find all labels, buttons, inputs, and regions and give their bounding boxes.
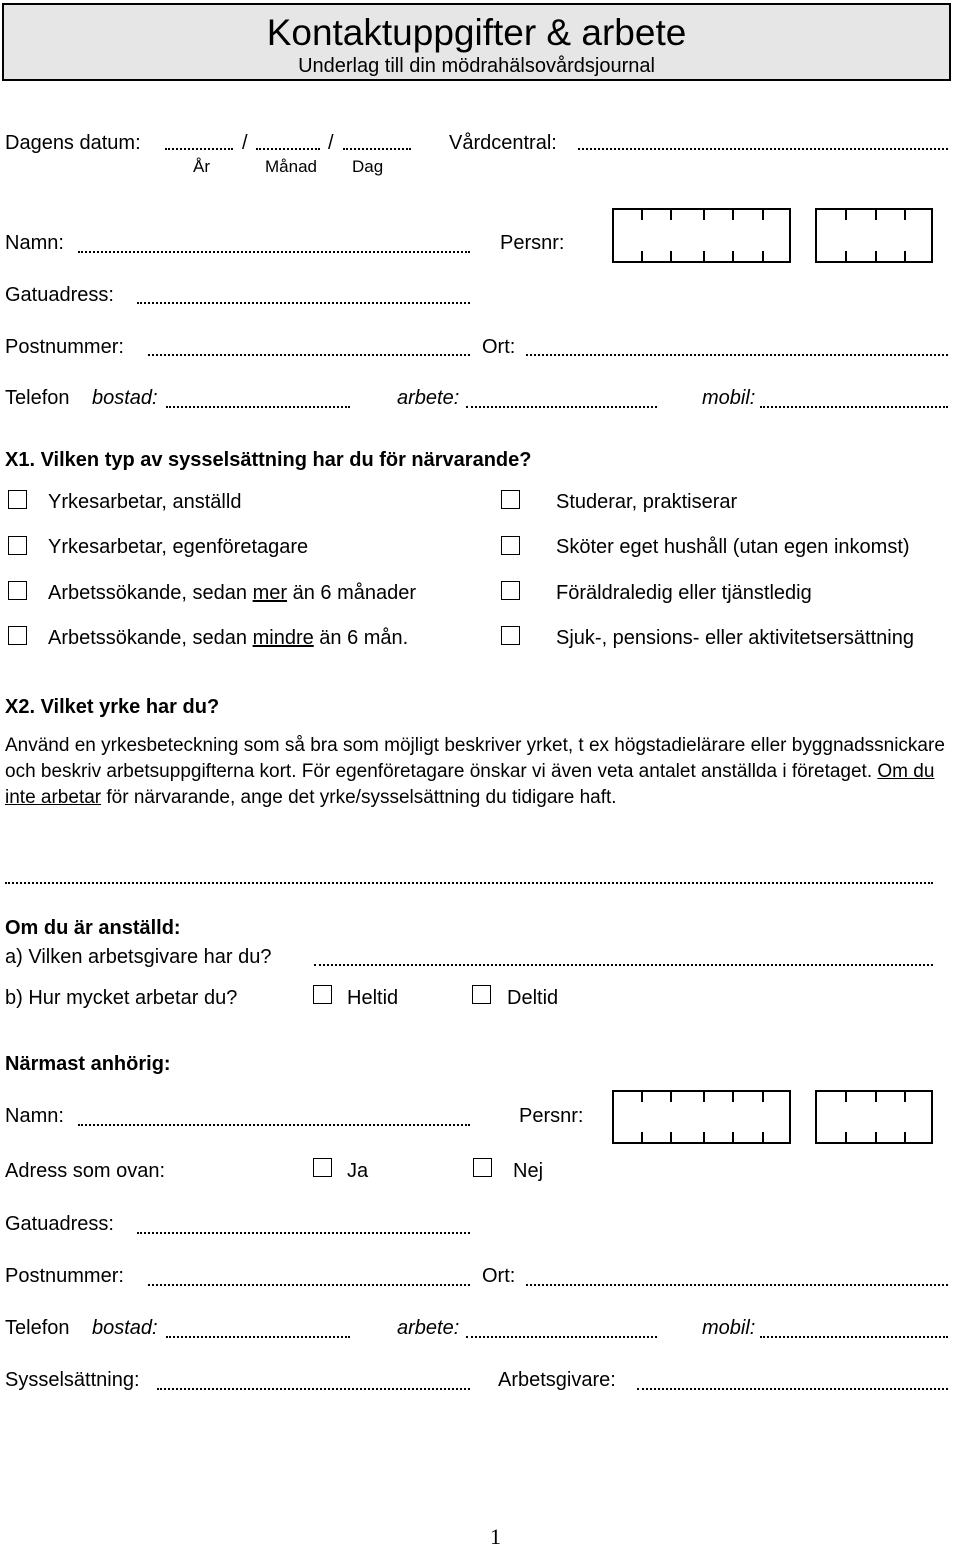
x1-option-2: Yrkesarbetar, egenföretagare	[48, 536, 309, 558]
phone-work-label: arbete:	[397, 387, 460, 409]
name-label: Namn:	[5, 232, 64, 254]
day-field[interactable]	[343, 148, 411, 150]
vardcentral-field[interactable]	[578, 148, 948, 150]
vardcentral-label: Vårdcentral:	[449, 132, 557, 154]
x1-checkbox-7[interactable]	[501, 581, 520, 600]
postnr-label: Postnummer:	[5, 336, 124, 358]
relative-postnr-field[interactable]	[148, 1284, 470, 1286]
relative-persnr-box-date[interactable]	[612, 1090, 791, 1144]
fulltime-label: Heltid	[347, 987, 399, 1009]
relative-phone-home-field[interactable]	[166, 1336, 350, 1338]
relative-phone-work-field[interactable]	[466, 1336, 657, 1338]
parttime-checkbox[interactable]	[472, 985, 491, 1004]
same-address-yes-label: Ja	[347, 1160, 369, 1182]
x1-checkbox-5[interactable]	[501, 490, 520, 509]
phone-mobile-field[interactable]	[760, 406, 948, 408]
date-sep-1: /	[242, 132, 248, 154]
relative-employer-field[interactable]	[637, 1388, 948, 1390]
x1-option-7: Föräldraledig eller tjänstledig	[556, 582, 812, 604]
occupation-field[interactable]	[5, 882, 933, 884]
persnr-box-digits[interactable]	[815, 208, 933, 263]
same-address-no-checkbox[interactable]	[473, 1158, 492, 1177]
relative-employer-label: Arbetsgivare:	[498, 1369, 616, 1391]
relative-persnr-box-digits[interactable]	[815, 1090, 933, 1144]
header-box	[2, 3, 951, 81]
same-address-yes-checkbox[interactable]	[313, 1158, 332, 1177]
name-field[interactable]	[78, 251, 470, 253]
relative-address-label: Gatuadress:	[5, 1213, 114, 1235]
x1-option-5: Studerar, praktiserar	[556, 491, 738, 513]
year-field[interactable]	[165, 148, 233, 150]
x2-question: X2. Vilket yrke har du?	[5, 696, 220, 718]
same-address-no-label: Nej	[513, 1160, 544, 1182]
employer-question: a) Vilken arbetsgivare har du?	[5, 946, 272, 968]
relative-phone-mobile-field[interactable]	[760, 1336, 948, 1338]
fulltime-checkbox[interactable]	[313, 985, 332, 1004]
page-subtitle: Underlag till din mödrahälsovårdsjournal	[298, 55, 655, 77]
phone-work-field[interactable]	[466, 406, 657, 408]
relative-phone-mobile-label: mobil:	[702, 1317, 756, 1339]
x1-option-6: Sköter eget hushåll (utan egen inkomst)	[556, 536, 910, 558]
x1-checkbox-8[interactable]	[501, 626, 520, 645]
x2-instructions: Använd en yrkesbeteckning som så bra som möjligt beskriver yrket, t ex högstadielärare eller byggnadssnickare och beskriv arbetsuppgifterna kort. För egenföretagare önskar vi även veta antalet anställda i företaget. Om du inte arbetar för närvarande, ange det yrke/sysselsättning du tidigare haft.	[5, 735, 945, 808]
phone-home-field[interactable]	[166, 406, 350, 408]
year-caption: År	[193, 157, 210, 176]
ort-field[interactable]	[526, 354, 948, 356]
x1-checkbox-6[interactable]	[501, 536, 520, 555]
x1-checkbox-4[interactable]	[8, 626, 27, 645]
x1-option-1: Yrkesarbetar, anställd	[48, 491, 242, 513]
relative-ort-field[interactable]	[526, 1284, 948, 1286]
ort-label: Ort:	[482, 336, 516, 358]
month-caption: Månad	[265, 157, 317, 176]
month-field[interactable]	[256, 148, 320, 150]
x1-option-4: Arbetssökande, sedan mindre än 6 mån.	[48, 627, 409, 649]
same-address-label: Adress som ovan:	[5, 1160, 166, 1182]
phone-home-label: bostad:	[92, 387, 158, 409]
employer-field[interactable]	[314, 964, 933, 966]
relative-phone-work-label: arbete:	[397, 1317, 460, 1339]
relative-address-field[interactable]	[137, 1232, 470, 1234]
x1-checkbox-3[interactable]	[8, 581, 27, 600]
relative-occupation-label: Sysselsättning:	[5, 1369, 140, 1391]
x1-question: X1. Vilken typ av sysselsättning har du för närvarande?	[5, 449, 532, 471]
persnr-box-date[interactable]	[612, 208, 791, 263]
relative-name-label: Namn:	[5, 1105, 64, 1127]
relative-phone-home-label: bostad:	[92, 1317, 158, 1339]
relative-postnr-label: Postnummer:	[5, 1265, 124, 1287]
day-caption: Dag	[352, 157, 384, 176]
relative-name-field[interactable]	[78, 1124, 470, 1126]
x1-checkbox-1[interactable]	[8, 490, 27, 509]
date-label: Dagens datum:	[5, 132, 141, 154]
postnr-field[interactable]	[148, 354, 470, 356]
employed-heading: Om du är anställd:	[5, 917, 181, 939]
relative-persnr-label: Persnr:	[519, 1105, 584, 1127]
parttime-label: Deltid	[507, 987, 559, 1009]
persnr-label: Persnr:	[500, 232, 565, 254]
workload-question: b) Hur mycket arbetar du?	[5, 987, 238, 1009]
address-field[interactable]	[137, 302, 470, 304]
address-label: Gatuadress:	[5, 284, 114, 306]
date-sep-2: /	[328, 132, 334, 154]
page-title: Kontaktuppgifter & arbete	[266, 12, 687, 53]
relative-phone-label: Telefon	[5, 1317, 70, 1339]
x1-option-8: Sjuk-, pensions- eller aktivitetsersättning	[556, 627, 914, 649]
relative-heading: Närmast anhörig:	[5, 1053, 171, 1075]
relative-occupation-field[interactable]	[157, 1388, 470, 1390]
relative-ort-label: Ort:	[482, 1265, 516, 1287]
page-number: 1	[490, 1524, 501, 1549]
x1-option-3: Arbetssökande, sedan mer än 6 månader	[48, 582, 417, 604]
x1-checkbox-2[interactable]	[8, 536, 27, 555]
phone-mobile-label: mobil:	[702, 387, 756, 409]
phone-label: Telefon	[5, 387, 70, 409]
